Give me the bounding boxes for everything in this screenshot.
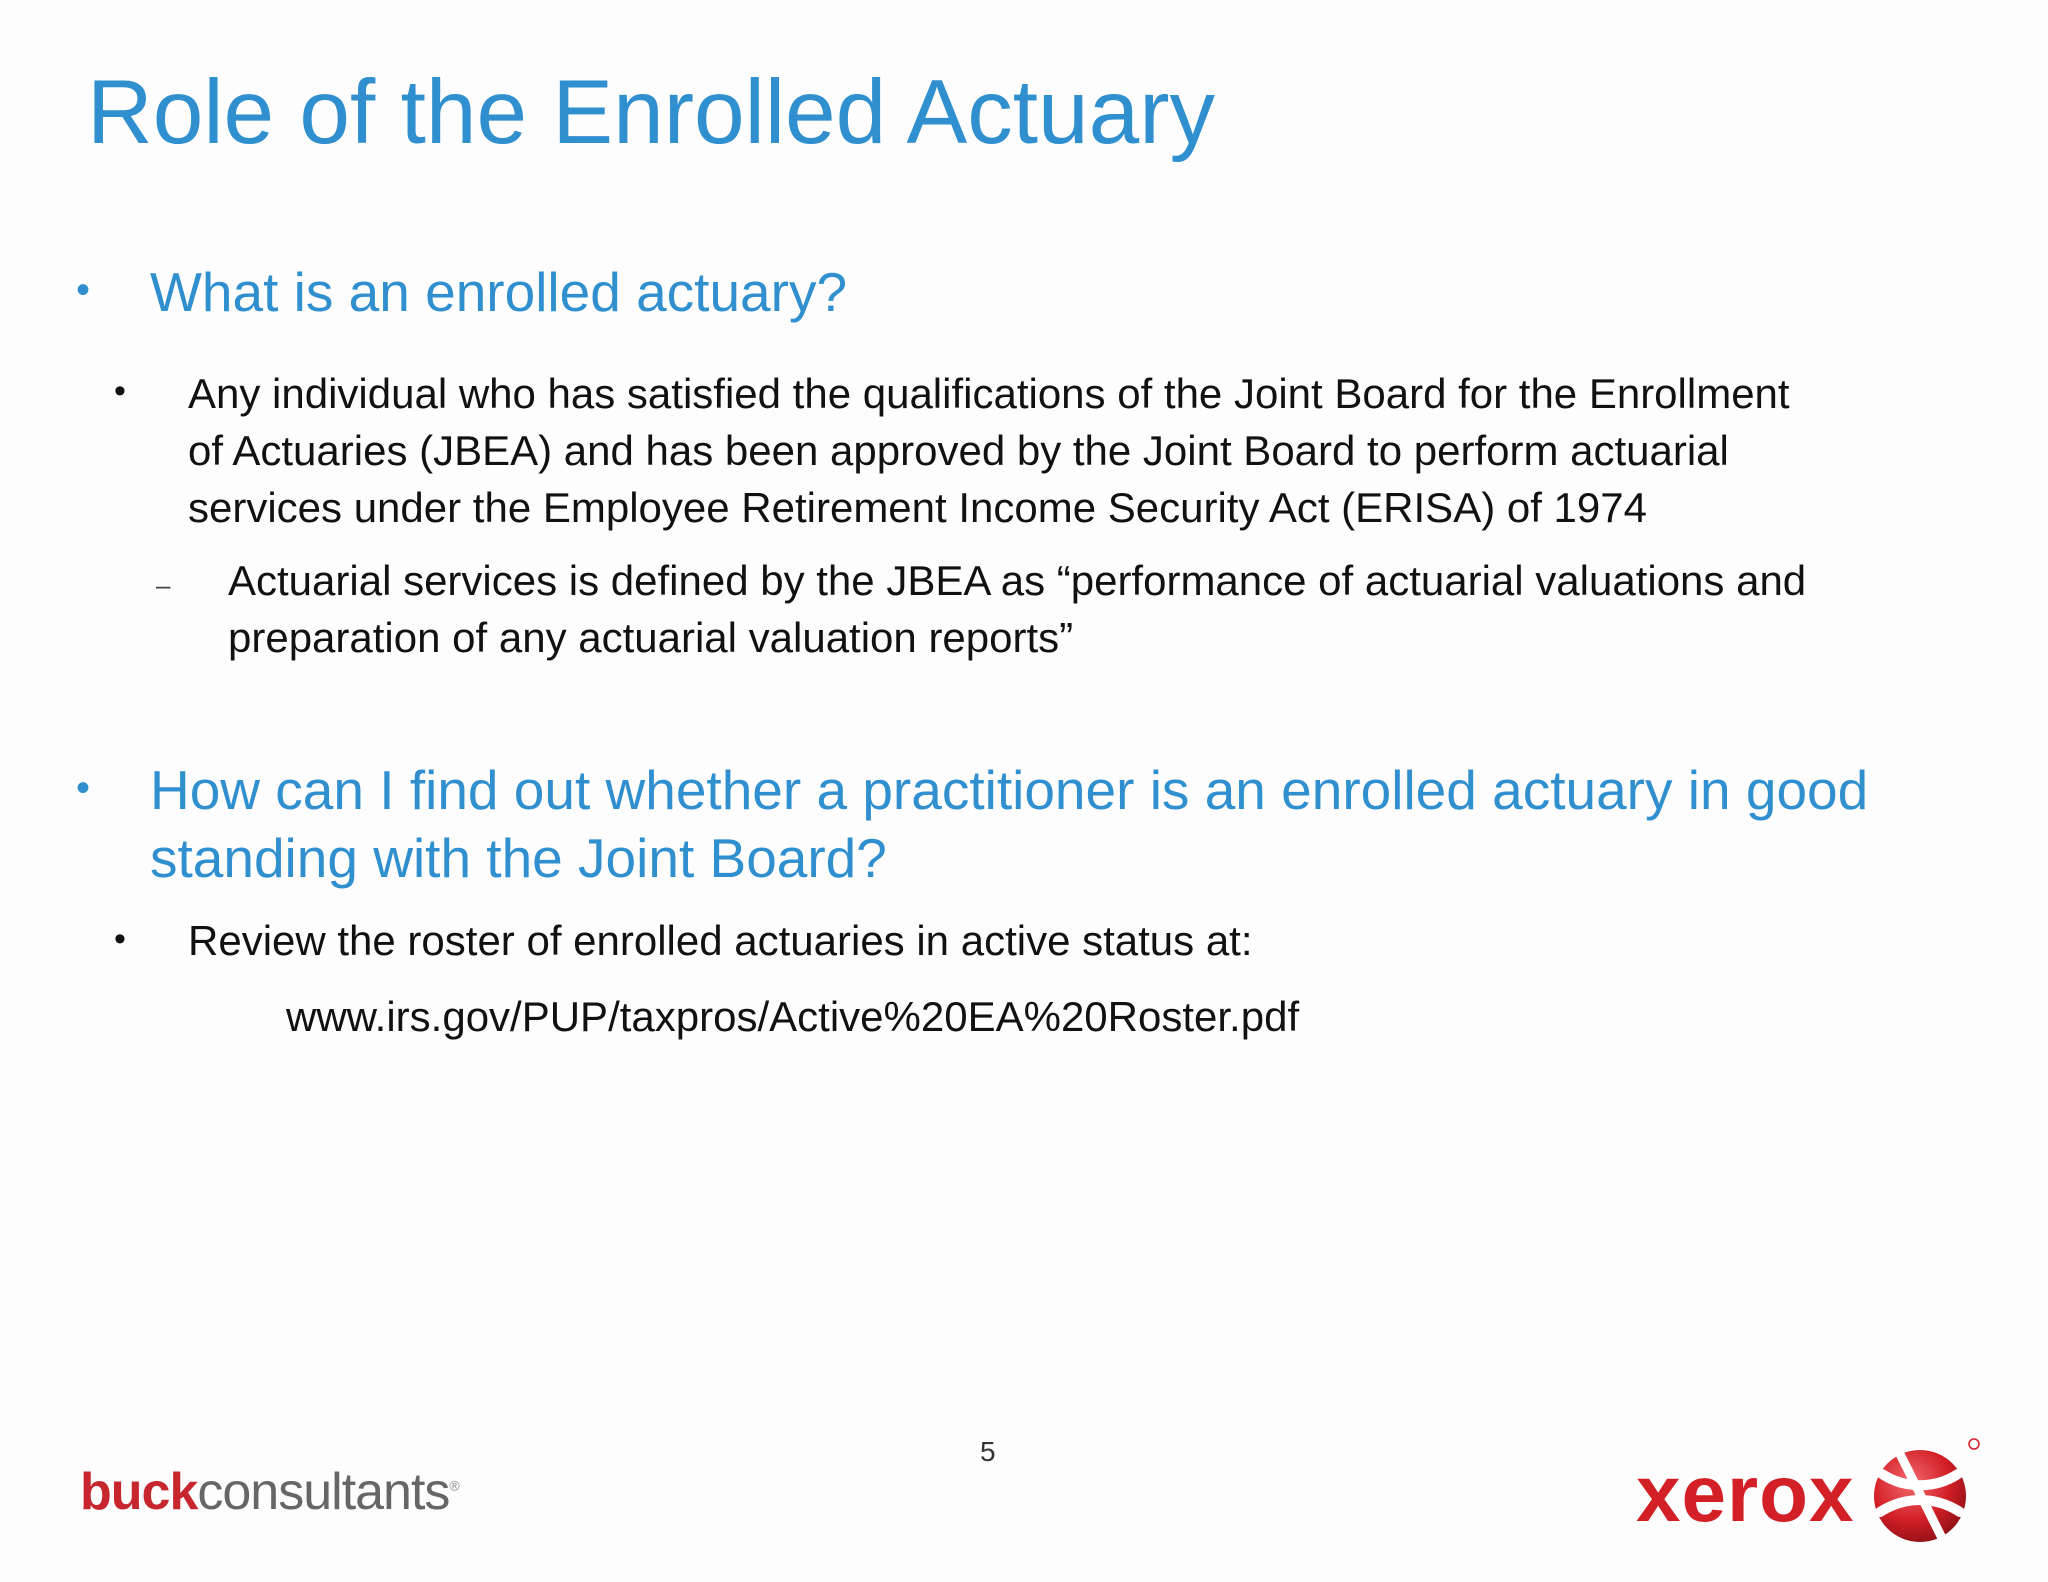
bullet-icon: • bbox=[76, 766, 91, 810]
answer-1-line-2: of Actuaries (JBEA) and has been approved by the Joint Board to perform actuarial bbox=[188, 427, 1729, 474]
xerox-sphere-icon bbox=[1860, 1434, 1980, 1554]
question-2-line-1: How can I find out whether a practitioner is an enrolled actuary in good bbox=[150, 759, 1869, 821]
bullet-icon: • bbox=[114, 372, 126, 410]
bullet-icon: • bbox=[114, 920, 126, 958]
page-number: 5 bbox=[980, 1436, 996, 1467]
dash-icon: – bbox=[156, 570, 171, 600]
buck-consultants-logo: buckconsultants® bbox=[80, 1463, 459, 1521]
bullet-icon: • bbox=[76, 268, 91, 312]
xerox-logo: xerox bbox=[1636, 1444, 1996, 1544]
answer-1-line-1: Any individual who has satisfied the qualifications of the Joint Board for the Enrollment bbox=[188, 370, 1790, 417]
sub-answer-line-2: preparation of any actuarial valuation reports” bbox=[228, 614, 1074, 661]
answer-2: Review the roster of enrolled actuaries in active status at: bbox=[188, 917, 1253, 964]
question-1: What is an enrolled actuary? bbox=[150, 261, 848, 323]
slide-title: Role of the Enrolled Actuary bbox=[87, 62, 1216, 163]
roster-url: www.irs.gov/PUP/taxpros/Active%20EA%20Roster.pdf bbox=[286, 993, 1300, 1040]
answer-1-line-3: services under the Employee Retirement Income Security Act (ERISA) of 1974 bbox=[188, 484, 1647, 531]
question-2-line-2: standing with the Joint Board? bbox=[150, 827, 887, 889]
sub-answer-line-1: Actuarial services is defined by the JBEA as “performance of actuarial valuations and bbox=[228, 557, 1807, 604]
